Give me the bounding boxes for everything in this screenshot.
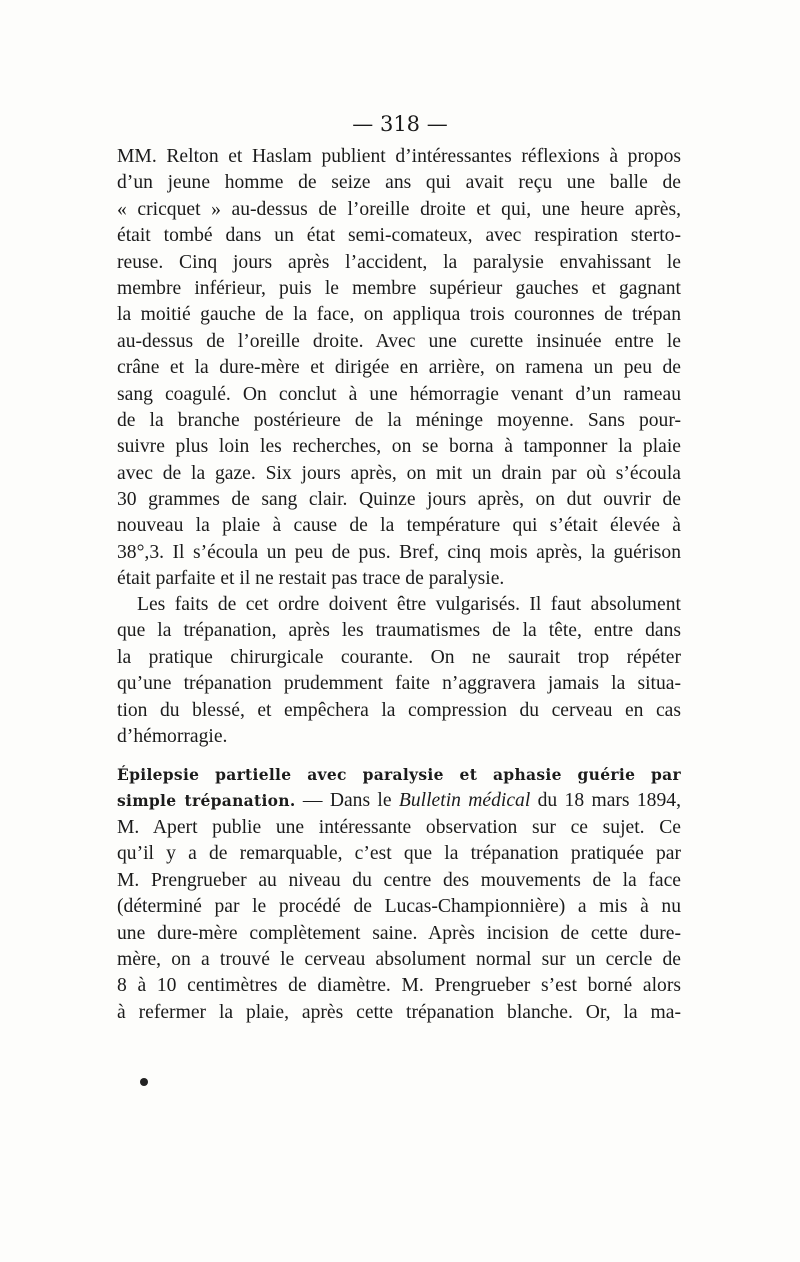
section-title-continuation [117, 788, 681, 814]
text-line: « cricquet » au-dessus de l’oreille droite et qui, une heure après, [117, 198, 681, 220]
text-line: 38°,3. Il s’écoula un peu de pus. Bref, cinq mois après, la guérison [117, 541, 681, 563]
text-line: suivre plus loin les recherches, on se borna à tamponner la plaie [117, 436, 681, 458]
text-line: tion du blessé, et empêchera la compression du cerveau en cas [117, 699, 681, 721]
section-epilepsie [117, 762, 681, 815]
text-line: MM. Relton et Haslam publient d’intéressantes réflexions à propos [117, 146, 681, 167]
text-line: M. Apert publie une intéressante observation sur ce sujet. Ce [117, 817, 681, 838]
text-line: était parfaite et il ne restait pas trace de paralysie. [117, 568, 505, 590]
text-line: 8 à 10 centimètres de diamètre. M. Prengrueber s’est borné alors [117, 975, 681, 997]
text-line: Les faits de cet ordre doivent être vulgarisés. Il faut absolument [137, 594, 681, 615]
text-line: membre inférieur, puis le membre supérieur gauches et gagnant [117, 277, 681, 299]
text-line: avec de la gaze. Six jours après, on mit un drain par où s’écoula [117, 462, 681, 484]
text-line: au-dessus de l’oreille droite. Avec une curette insinuée entre le [117, 330, 681, 352]
text-line: qu’une trépanation prudemment faite n’aggravera jamais la situa- [117, 673, 681, 695]
text-line: crâne et la dure-mère et dirigée en arrière, on ramena un peu de [117, 357, 681, 379]
text-line: de la branche postérieure de la méninge moyenne. Sans pour- [117, 409, 681, 431]
journal-title: Bulletin médical [398, 790, 531, 812]
text-line: que la trépanation, après les traumatismes de la tête, entre dans [117, 620, 681, 642]
dash-text: — Dans le [295, 790, 399, 812]
text-line: une dure-mère complètement saine. Après incision de cette dure- [117, 922, 681, 944]
date-text: du 18 mars 1894, [530, 790, 681, 812]
paragraph-vulgarisation [117, 592, 681, 750]
text-line: qu’il y a de remarquable, c’est que la trépanation pratiquée par [117, 843, 681, 865]
page-number: — 318 — [352, 112, 448, 136]
text-line: mère, on a trouvé le cerveau absolument normal sur un cercle de [117, 948, 681, 970]
paragraph-apert [117, 815, 681, 1026]
text-line: la pratique chirurgicale courante. On ne saurait trop répéter [117, 646, 681, 668]
ink-spot [140, 1078, 148, 1086]
text-line: sang coagulé. On conclut à une hémorragie venant d’un rameau [117, 383, 681, 405]
text-line: à refermer la plaie, après cette trépanation blanche. Or, la ma- [117, 1001, 681, 1023]
text-line: était tombé dans un état semi-comateux, avec respiration sterto- [117, 225, 681, 247]
text-line: la moitié gauche de la face, on appliqua trois couronnes de trépan [117, 304, 681, 326]
text-line: (déterminé par le procédé de Lucas-Championnière) a mis à nu [117, 896, 681, 918]
paragraph-relton-haslam [117, 144, 681, 593]
section-title-end: simple trépanation. [117, 791, 296, 811]
text-line: d’un jeune homme de seize ans qui avait reçu une balle de [117, 172, 681, 194]
text-line: M. Prengrueber au niveau du centre des mouvements de la face [117, 869, 681, 891]
text-line: 30 grammes de sang clair. Quinze jours après, on dut ouvrir de [117, 489, 681, 511]
text-line: nouveau la plaie à cause de la température qui s’était élevée à [117, 515, 681, 537]
text-line: d’hémorragie. [117, 725, 228, 747]
section-title: Épilepsie partielle avec paralysie et aphasie guérie par [117, 765, 681, 784]
text-line: reuse. Cinq jours après l’accident, la paralysie envahissant le [117, 251, 681, 273]
